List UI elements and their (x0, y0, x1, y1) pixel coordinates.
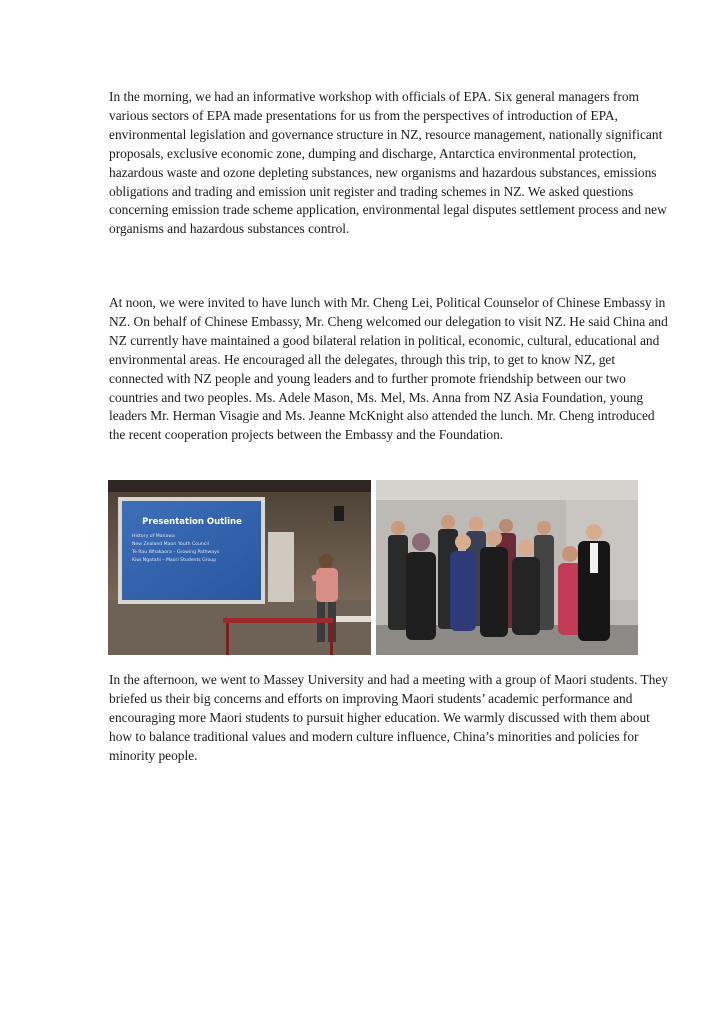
group-photo (376, 480, 638, 655)
slide-item: History of Manawa (132, 534, 175, 539)
paragraph-noon-lunch: At noon, we were invited to have lunch with Mr. Cheng Lei, Political Counselor of Chinese Embassy in NZ. On behalf of Chinese Embassy, Mr. Cheng welcomed our delegation to visit NZ. He said China and NZ currently have maintained a good bilateral relation in political, economic, cultural, educational and environmental areas. He encouraged all the delegates, through this trip, to get to know NZ, get connected with NZ people and young leaders and to further promote friendship between our two countries and two peoples. Ms. Adele Mason, Ms. Mel, Ms. Anna from NZ Asia Foundation, young leaders Mr. Herman Visagie and Ms. Jeanne McKnight also attended the lunch. Mr. Cheng introduced the recent cooperation projects between the Embassy and the Foundation. (109, 295, 668, 443)
slide-title: Presentation Outline (142, 517, 242, 527)
slide-item: New Zealand Maori Youth Council (132, 542, 209, 547)
paragraph-morning-workshop: In the morning, we had an informative workshop with officials of EPA. Six general managers from various sectors of EPA made presentations for us from the perspectives of introduction of EPA, environmental legislation and governance structure in NZ, resource management, nationally significant proposals, exclusive economic zone, dumping and discharge, Antarctica environmental protection, hazardous waste and ozone depleting substances, new organisms and hazardous substances, emissions obligations and trading and emission unit register and trading schemes in NZ. We asked questions concerning emission trade scheme application, environmental legal disputes settlement process and new organisms and hazardous substances control. (109, 89, 667, 237)
slide-item: Te Rau Whakaora – Growing Pathways (132, 550, 220, 555)
paragraph-afternoon-massey: In the afternoon, we went to Massey University and had a meeting with a group of Maori students. They briefed us their big concerns and efforts on improving Maori students’ academic performance and encouraging more Maori students to pursuit higher education. We warmly discussed with them about how to balance traditional values and modern culture influence, China’s minorities and policies for minority people. (109, 672, 669, 763)
slide-item: Kiwi Ngatahi – Maori Students Group (132, 558, 217, 563)
presentation-photo (108, 480, 371, 655)
